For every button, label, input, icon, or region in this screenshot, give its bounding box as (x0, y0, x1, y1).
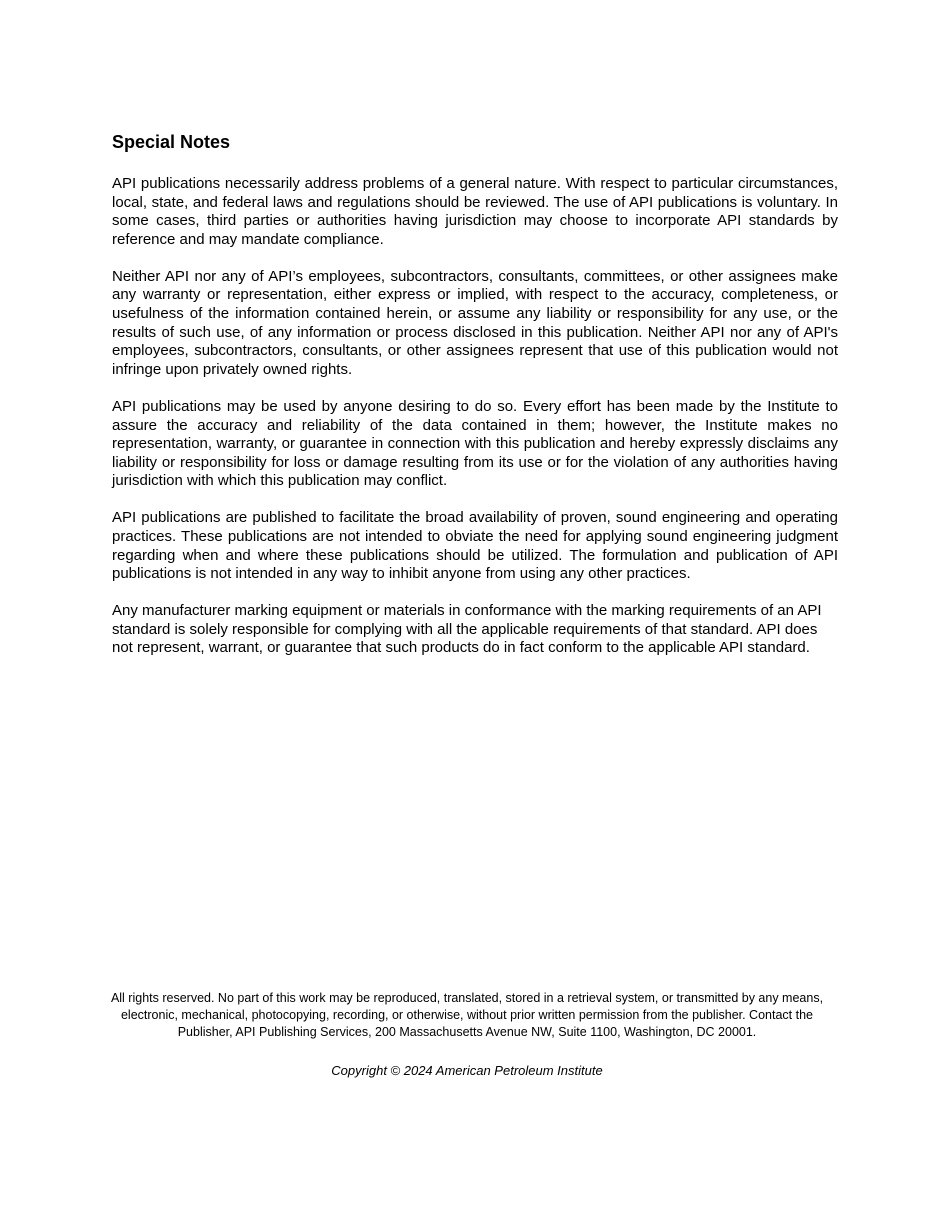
note-paragraph-practices: API publications are published to facilitate the broad availability of proven, sound engineering and operating practices. These publications are not intended to obviate the need for applying sound engineering judgment regarding when and where these publications should be utilized. The formulation and publication of API publications is not intended in any way to inhibit anyone from using any other practices. (112, 509, 838, 583)
copyright-notice: Copyright © 2024 American Petroleum Institute (331, 1063, 603, 1078)
rights-statement: All rights reserved. No part of this work may be reproduced, translated, stored in a retrieval system, or transmitted by any means, electronic, mechanical, photocopying, recording, or otherwise, without prior written permission from the publisher. Contact the Publisher, API Publishing Services, 200 Massachusetts Avenue NW, Suite 1100, Washington, DC 20001. (110, 991, 824, 1039)
note-paragraph-general-nature: API publications necessarily address problems of a general nature. With respect to particular circumstances, local, state, and federal laws and regulations should be reviewed. The use of API publications is voluntary. In some cases, third parties or authorities having jurisdiction may choose to incorporate API standards by reference and may mandate compliance. (112, 175, 838, 248)
note-paragraph-use: API publications may be used by anyone desiring to do so. Every effort has been made by the Institute to assure the accuracy and reliability of the data contained in them; however, the Institute makes no representation, warranty, or guarantee in connection with this publication and hereby expressly disclaims any liability or responsibility for loss or damage resulting from its use or for the violation of any authorities having jurisdiction with which this publication may conflict. (112, 397, 838, 490)
note-paragraph-marking: Any manufacturer marking equipment or materials in conformance with the marking requirements of an API standard is solely responsible for complying with all the applicable requirements of that standard. API does not represent, warrant, or guarantee that such products do in fact conform to the applicable API standard. (112, 602, 822, 657)
special-notes-section (112, 130, 838, 658)
page-title: Special Notes (112, 132, 231, 152)
note-paragraph-warranty: Neither API nor any of API’s employees, subcontractors, consultants, committees, or other assignees make any warranty or representation, either express or implied, with respect to the accuracy, completeness, or usefulness of the information contained herein, or assume any liability or responsibility for any use, or the results of such use, of any information or process disclosed in this publication. Neither API nor any of API's employees, subcontractors, consultants, or other assignees represent that use of this publication would not infringe upon privately owned rights. (112, 267, 838, 378)
page-footer (108, 990, 826, 1079)
